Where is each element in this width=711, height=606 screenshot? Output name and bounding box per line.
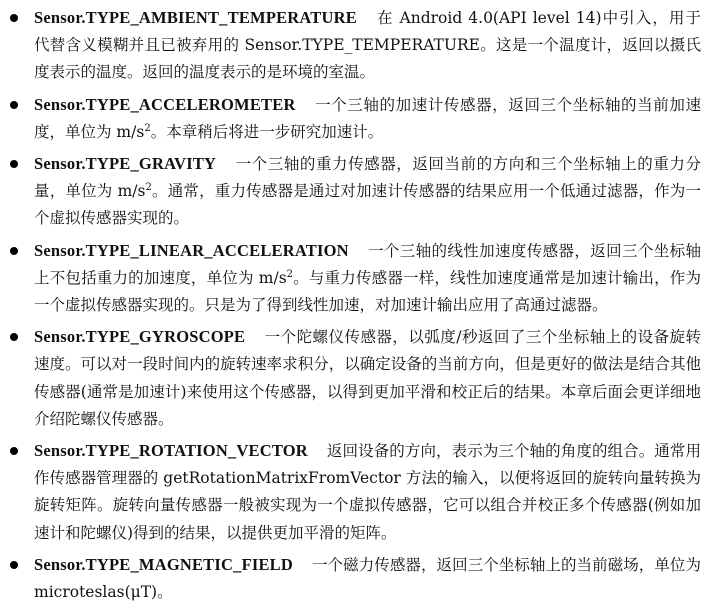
list-item-accelerometer xyxy=(6,91,701,146)
term-label: Sensor.TYPE_ROTATION_VECTOR xyxy=(34,441,308,461)
term-description: 一个陀螺仪传感器，以弧度/秒返回了三个坐标轴上的设备旋转速度。可以对一段时间内的旋转速率求积分，以确定设备的当前方向，但是更好的做法是结合其他传感器(通常是加速计)来使用这个传感器，以得到更加平滑和校正后的结果。本章后面会更详细地介绍陀螺仪传感器。 xyxy=(34,328,701,428)
bullet-icon xyxy=(10,561,18,569)
list-item-linear-acceleration xyxy=(6,237,701,320)
term-description: 一个三轴的线性加速度传感器，返回三个坐标轴上不包括重力的加速度，单位为 m/s xyxy=(34,241,701,287)
bullet-icon xyxy=(10,333,18,341)
term-description-cont: 。本章稍后将进一步研究加速计。 xyxy=(150,122,384,141)
term-description: 在 Android 4.0(API level 14)中引入，用于代替含义模糊并且已被弃用的 Sensor.TYPE_TEMPERATURE。这是一个温度计，返回以摄氏度表示的温度。返回的温度表示的是环境的室温。 xyxy=(34,9,701,82)
term-description-cont: 。与重力传感器一样，线性加速度通常是加速计输出，作为一个虚拟传感器实现的。只是为了得到线性加速，对加速计输出应用了高通过滤器。 xyxy=(34,268,701,315)
bullet-icon xyxy=(10,14,18,22)
term-description: 一个三轴的加速计传感器，返回三个坐标轴的当前加速度，单位为 m/s xyxy=(34,95,701,141)
bullet-icon xyxy=(10,101,18,109)
list-item-rotation-vector xyxy=(6,437,701,547)
bullet-icon xyxy=(10,160,18,168)
term-label: Sensor.TYPE_AMBIENT_TEMPERATURE xyxy=(34,8,357,27)
list-item-gravity xyxy=(6,150,701,233)
term-label: Sensor.TYPE_ACCELEROMETER xyxy=(34,94,296,114)
term-label: Sensor.TYPE_GRAVITY xyxy=(34,154,217,174)
bullet-icon xyxy=(10,447,18,455)
superscript: 2 xyxy=(145,182,152,194)
bullet-icon xyxy=(10,247,18,255)
term-label: Sensor.TYPE_MAGNETIC_FIELD xyxy=(34,554,294,574)
term-description-cont: 。通常，重力传感器是通过对加速计传感器的结果应用一个低通过滤器，作为一个虚拟传感器实现的。 xyxy=(34,182,701,228)
list-item-magnetic-field xyxy=(6,551,701,606)
term-label: Sensor.TYPE_LINEAR_ACCELERATION xyxy=(34,240,349,260)
list-item-gyroscope xyxy=(6,323,701,433)
term-description: 返回设备的方向，表示为三个轴的角度的组合。通常用作传感器管理器的 getRotationMatrixFromVector 方法的输入，以便将返回的旋转向量转换为旋转矩阵。旋转向量传感器一般被实现为一个虚拟传感器，它可以组合并校正多个传感器(例如加速计和陀螺仪)得到的结果，以提供更加平滑的矩阵。 xyxy=(34,442,701,542)
term-label: Sensor.TYPE_GYROSCOPE xyxy=(34,327,246,347)
term-description: 一个三轴的重力传感器，返回当前的方向和三个坐标轴上的重力分量，单位为 m/s xyxy=(34,155,701,201)
superscript: 2 xyxy=(144,122,151,134)
list-item-ambient-temperature xyxy=(6,4,701,87)
term-description: 一个磁力传感器，返回三个坐标轴上的当前磁场，单位为 microteslas(μT)。 xyxy=(34,555,701,602)
superscript: 2 xyxy=(286,268,294,280)
